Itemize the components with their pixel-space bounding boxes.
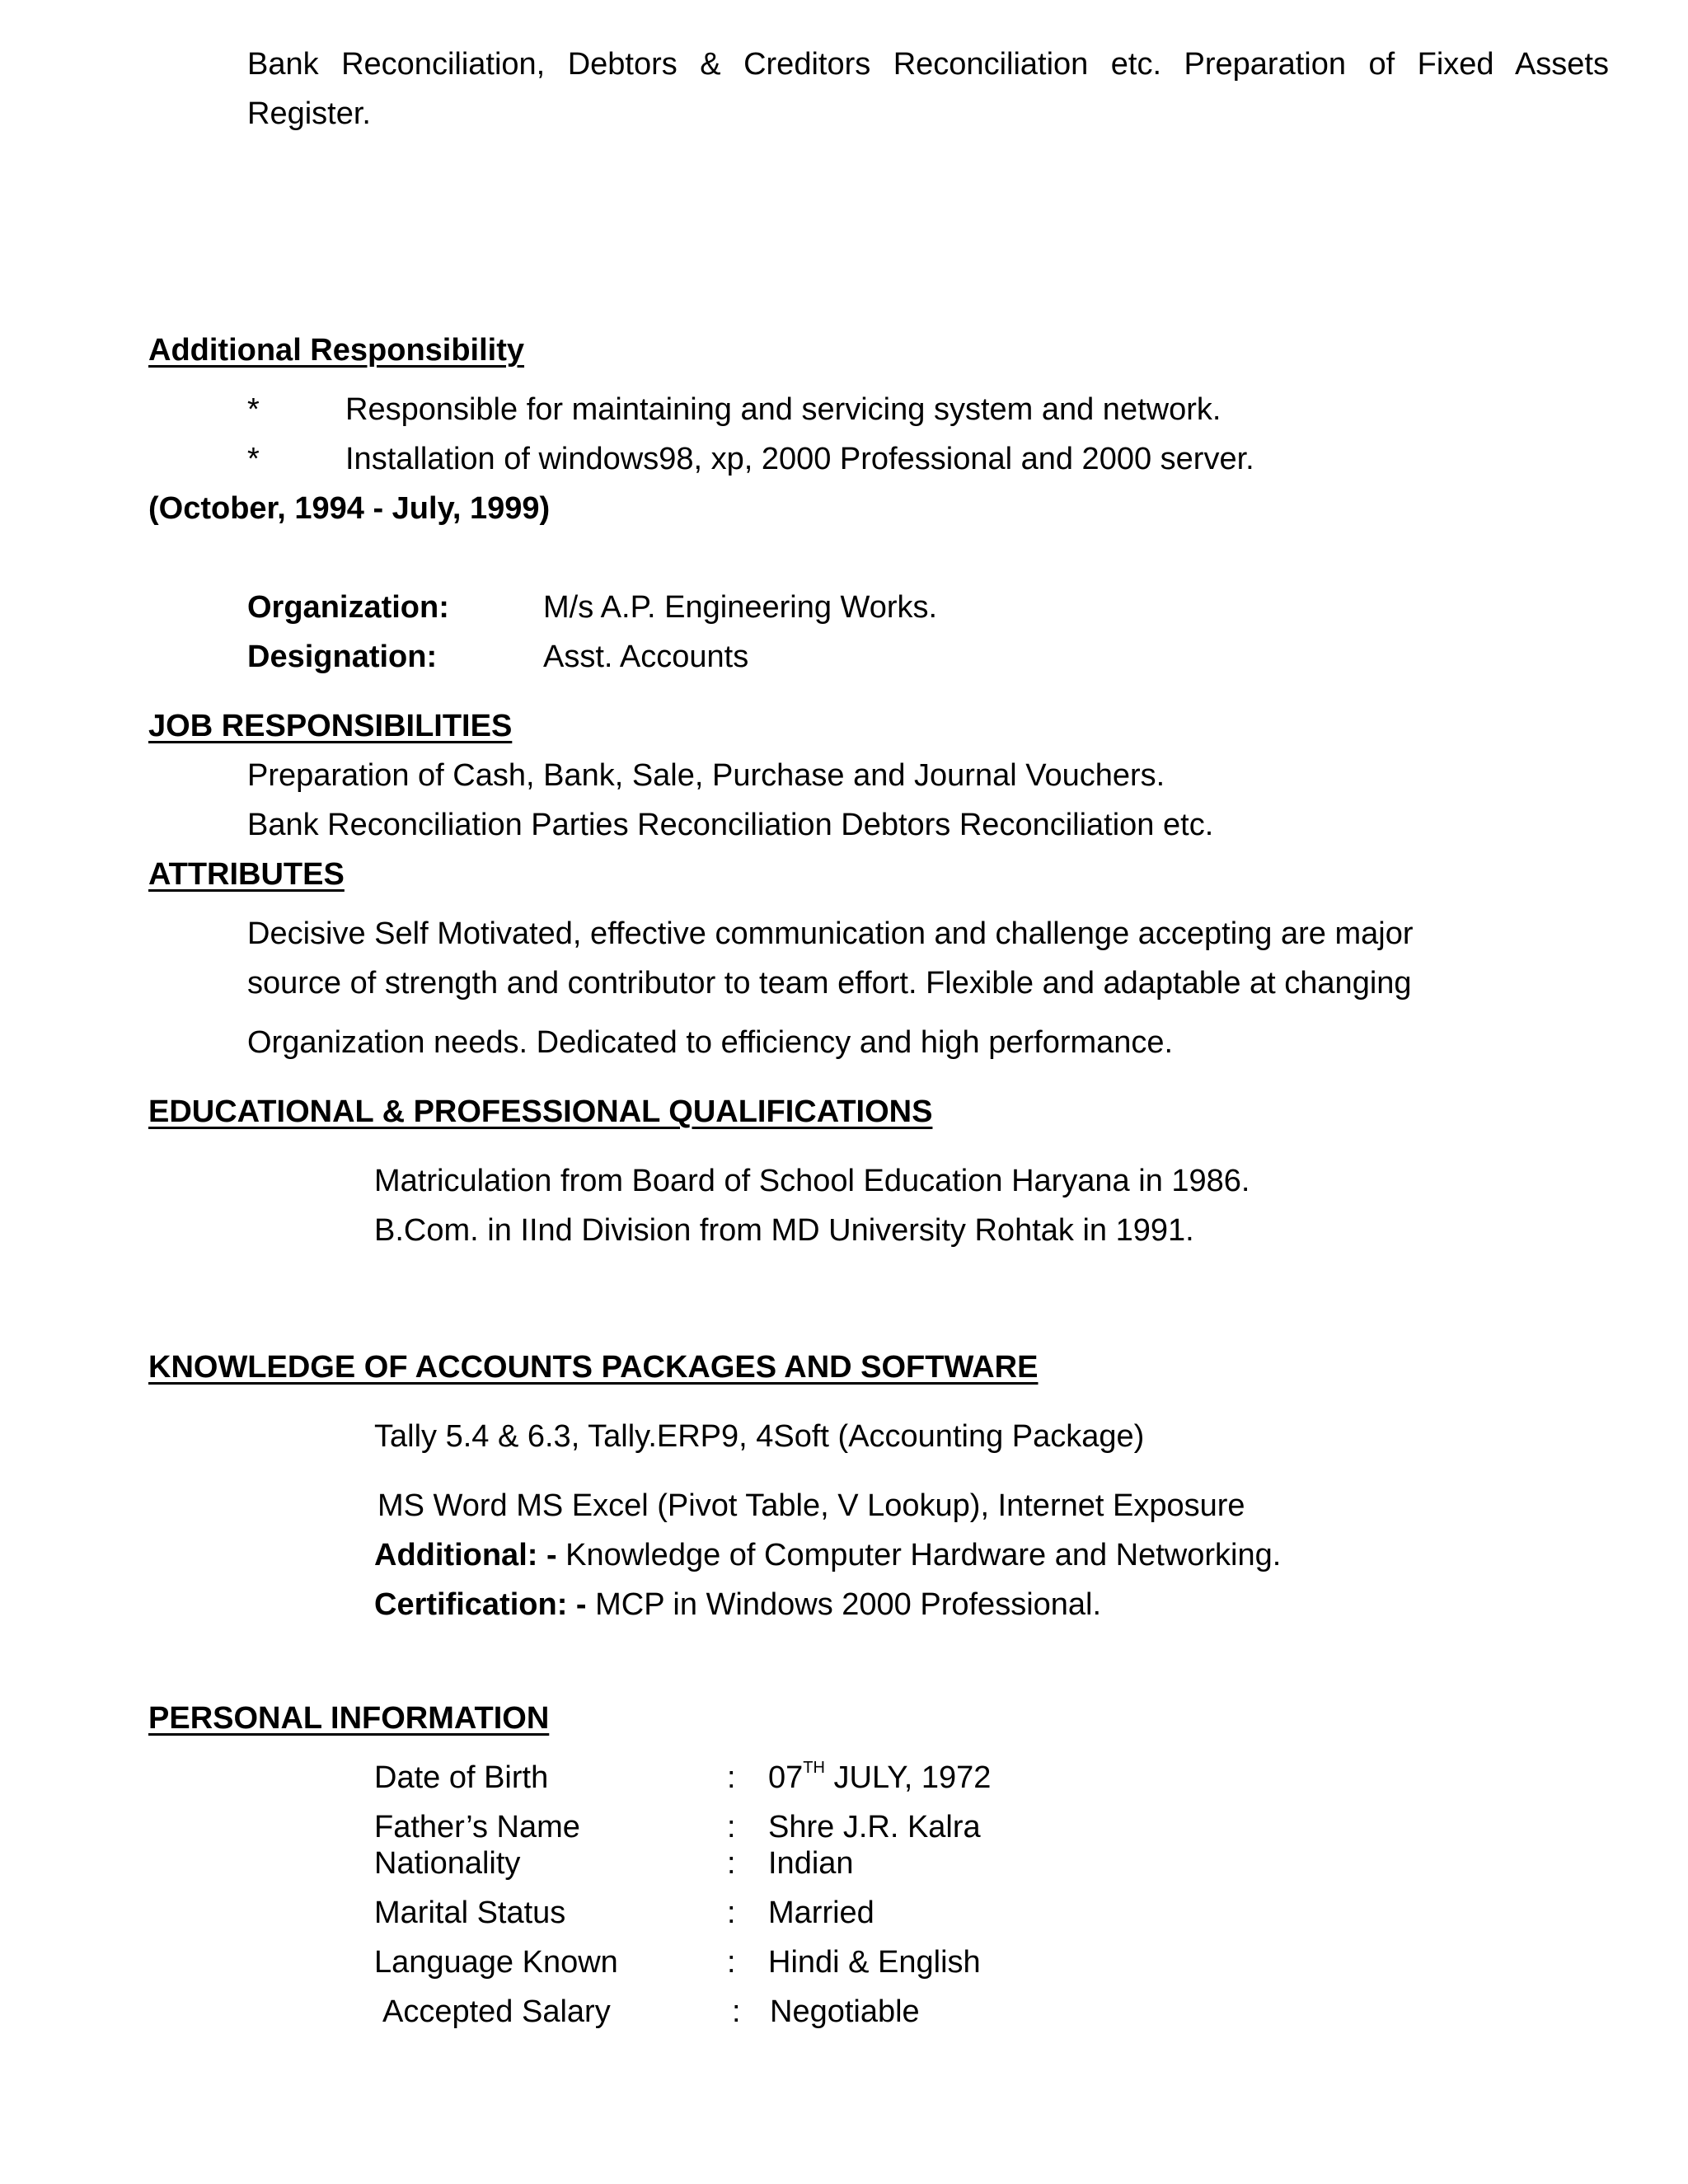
organization-value: M/s A.P. Engineering Works. <box>543 590 938 625</box>
intro-line-1: Bank Reconciliation, Debtors & Creditors Reconciliation etc. Preparation of Fixed Assets <box>247 47 1609 82</box>
additional-value: Knowledge of Computer Hardware and Networking. <box>556 1538 1282 1572</box>
bullet-star: * <box>247 442 260 476</box>
dob-label: Date of Birth <box>374 1760 549 1795</box>
separator: : <box>727 1846 736 1881</box>
attributes-line: Organization needs. Dedicated to efficiency and high performance. <box>247 1025 1174 1060</box>
attributes-line: Decisive Self Motivated, effective communication and challenge accepting are major <box>247 916 1414 951</box>
separator: : <box>727 1810 736 1844</box>
certification-value: MCP in Windows 2000 Professional. <box>586 1587 1102 1622</box>
attributes-heading: ATTRIBUTES <box>148 857 345 892</box>
language-label: Language Known <box>374 1945 618 1980</box>
language-value: Hindi & English <box>768 1945 981 1980</box>
nationality-value: Indian <box>768 1846 854 1881</box>
additional-responsibility-heading: Additional Responsibility <box>148 333 525 368</box>
father-name-value: Shre J.R. Kalra <box>768 1810 981 1844</box>
education-line: B.Com. in IInd Division from MD University Rohtak in 1991. <box>374 1213 1194 1248</box>
separator: : <box>727 1896 736 1930</box>
software-line-2: MS Word MS Excel (Pivot Table, V Lookup), Internet Exposure <box>377 1488 1245 1523</box>
separator: : <box>727 1760 736 1795</box>
designation-value: Asst. Accounts <box>543 640 749 674</box>
employment-period: (October, 1994 - July, 1999) <box>148 491 551 526</box>
marital-status-label: Marital Status <box>374 1896 566 1930</box>
job-responsibilities-heading: JOB RESPONSIBILITIES <box>148 709 513 743</box>
responsibility-item: Installation of windows98, xp, 2000 Professional and 2000 server. <box>345 442 1254 476</box>
certification <box>374 1585 1101 1624</box>
designation-label: Designation: <box>247 640 438 674</box>
additional-label: Additional: - <box>374 1538 557 1572</box>
responsibility-item: Responsible for maintaining and servicing system and network. <box>345 392 1221 427</box>
personal-information-heading: PERSONAL INFORMATION <box>148 1701 550 1736</box>
attributes-line: source of strength and contributor to team effort. Flexible and adaptable at changing <box>247 966 1412 1001</box>
separator: : <box>732 1994 741 2029</box>
salary-value: Negotiable <box>770 1994 920 2029</box>
salary-label: Accepted Salary <box>382 1994 611 2029</box>
education-heading: EDUCATIONAL & PROFESSIONAL QUALIFICATIONS <box>148 1094 933 1129</box>
separator: : <box>727 1945 736 1980</box>
software-line-1: Tally 5.4 & 6.3, Tally.ERP9, 4Soft (Accounting Package) <box>374 1419 1145 1454</box>
additional-skills <box>374 1535 1281 1575</box>
job-responsibility-line: Bank Reconciliation Parties Reconciliation Debtors Reconciliation etc. <box>247 808 1214 842</box>
software-heading: KNOWLEDGE OF ACCOUNTS PACKAGES AND SOFTWARE <box>148 1350 1039 1385</box>
father-name-label: Father’s Name <box>374 1810 580 1844</box>
organization-label: Organization: <box>247 590 449 625</box>
bullet-star: * <box>247 392 260 427</box>
education-line: Matriculation from Board of School Education Haryana in 1986. <box>374 1164 1250 1198</box>
job-responsibility-line: Preparation of Cash, Bank, Sale, Purchase and Journal Vouchers. <box>247 758 1165 793</box>
intro-line-2: Register. <box>247 96 371 131</box>
certification-label: Certification: - <box>374 1587 587 1622</box>
dob-value: 07TH JULY, 1972 <box>768 1759 992 1795</box>
nationality-label: Nationality <box>374 1846 521 1881</box>
marital-status-value: Married <box>768 1896 874 1930</box>
